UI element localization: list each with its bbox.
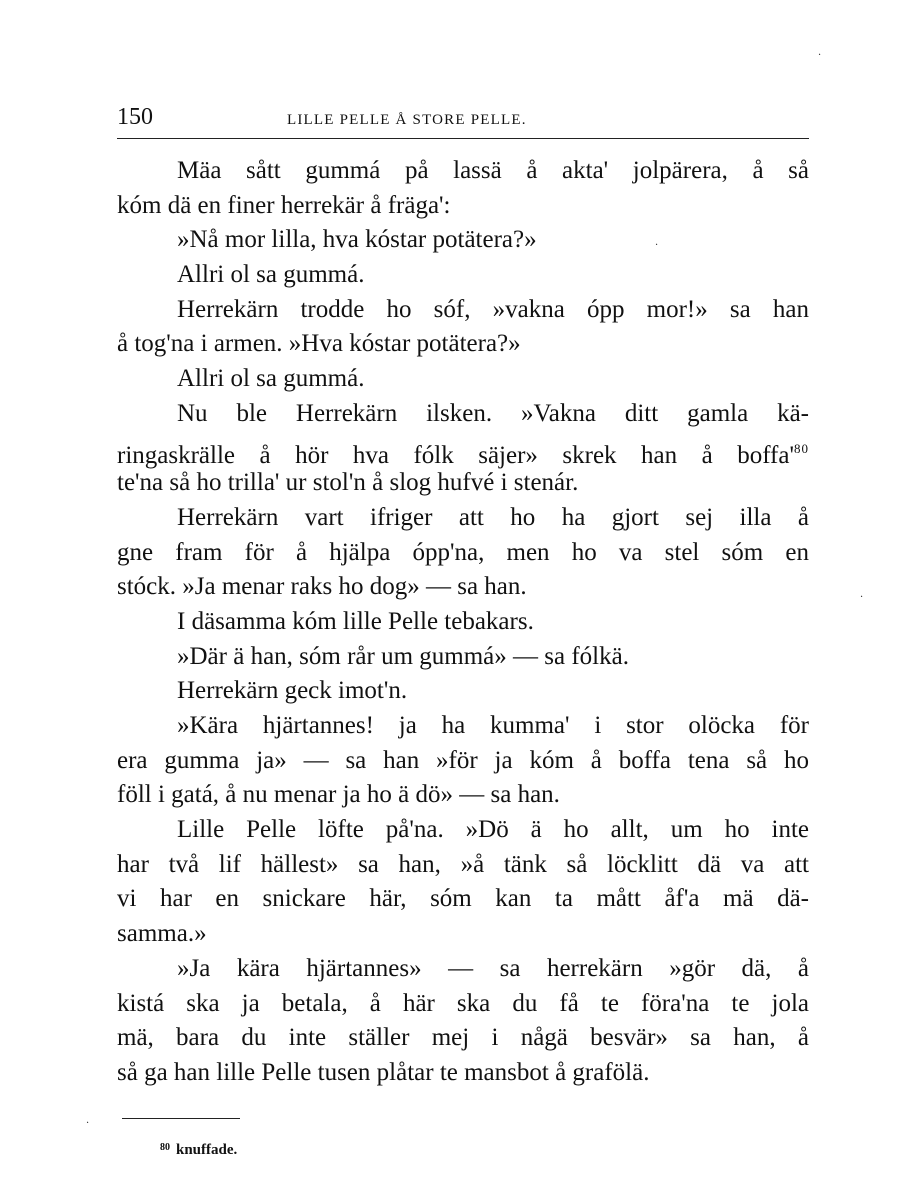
footnote-divider	[122, 1118, 240, 1119]
text-line: Herrekärn geck imot'n.	[177, 677, 408, 705]
text-line: kistá ska ja betala, å här ska du få te föra'na te jola	[117, 989, 809, 1017]
paragraph-7	[117, 501, 809, 605]
page-header	[117, 104, 809, 139]
text-line: vi har en snickare här, sóm kan ta mått åf'a mä dä-	[117, 885, 809, 913]
body-text	[117, 154, 809, 1091]
scan-speck: ·	[655, 240, 659, 251]
text-line: Mäa sått gummá på lassä å akta' jolpärera, å så	[177, 157, 809, 184]
text-line: era gumma ja» — sa han »för ja kóm å boffa tena så ho	[117, 746, 809, 774]
text-line: så ga han lille Pelle tusen plåtar te mansbot å grafölä.	[117, 1058, 650, 1086]
paragraph-10	[117, 674, 809, 709]
paragraph-13	[117, 952, 809, 1091]
footnote	[160, 1142, 237, 1159]
paragraph-8	[117, 605, 809, 640]
text-line: har två lif hällest» sa han, »å tänk så löcklitt dä va att	[117, 850, 809, 878]
text-line: Lille Pelle löfte på'na. »Dö ä ho allt, um ho inte	[177, 816, 809, 844]
text-line: föll i gatá, å nu menar ja ho ä dö» — sa han.	[117, 781, 560, 809]
paragraph-1	[117, 154, 809, 223]
text-line: »Nå mor lilla, hva kóstar potätera?»	[177, 226, 537, 254]
text-line: mä, bara du inte ställer mej i någä besvär» sa han, å	[117, 1024, 809, 1052]
running-title: LILLE PELLE Å STORE PELLE.	[287, 112, 527, 128]
footnote-reference: 80	[794, 440, 809, 456]
paragraph-9	[117, 640, 809, 675]
text-line: å tog'na i armen. »Hva kóstar potätera?»	[117, 330, 521, 358]
paragraph-2	[117, 223, 809, 258]
footnote-number: 80	[160, 1142, 170, 1153]
scan-speck: ·	[86, 1118, 90, 1129]
footnote-text: knuffade.	[176, 1142, 238, 1158]
text-line: »Kära hjärtannes! ja ha kumma' i stor olöcka för	[177, 712, 809, 739]
text-line: samma.»	[117, 920, 207, 948]
paragraph-5	[117, 362, 809, 397]
text-line: kóm dä en finer herrekär å fräga':	[117, 191, 451, 219]
page-number: 150	[117, 104, 153, 130]
text-line: te'na så ho trilla' ur stol'n å slog hufvé i stenár.	[117, 469, 579, 497]
text-line: gne fram för å hjälpa ópp'na, men ho va stel sóm en	[117, 538, 809, 566]
text-line: I däsamma kóm lille Pelle tebakars.	[177, 607, 534, 635]
scan-speck: ·	[818, 50, 822, 61]
paragraph-6	[117, 397, 809, 501]
text-line-content: ringaskrälle å hör hva fólk säjer» skrek han å boffa'	[117, 441, 794, 469]
text-line: Herrekärn trodde ho sóf, »vakna ópp mor!» sa han	[177, 295, 809, 323]
text-line: Herrekärn vart ifriger att ho ha gjort sej illa å	[177, 503, 809, 531]
text-line: »Ja kära hjärtannes» — sa herrekärn »gör dä, å	[177, 954, 809, 982]
text-line: Allri ol sa gummá.	[177, 365, 365, 393]
paragraph-3	[117, 258, 809, 293]
text-line: »Där ä han, sóm rår um gummá» — sa fólkä.	[177, 642, 629, 670]
text-line: Allri ol sa gummá.	[177, 261, 365, 289]
paragraph-4	[117, 293, 809, 362]
text-line	[117, 432, 809, 467]
paragraph-12	[117, 813, 809, 952]
paragraph-11	[117, 709, 809, 813]
text-line: stóck. »Ja menar raks ho dog» — sa han.	[117, 573, 527, 601]
scan-speck: ·	[860, 592, 864, 603]
text-line: Nu ble Herrekärn ilsken. »Vakna ditt gamla kä-	[177, 399, 809, 427]
